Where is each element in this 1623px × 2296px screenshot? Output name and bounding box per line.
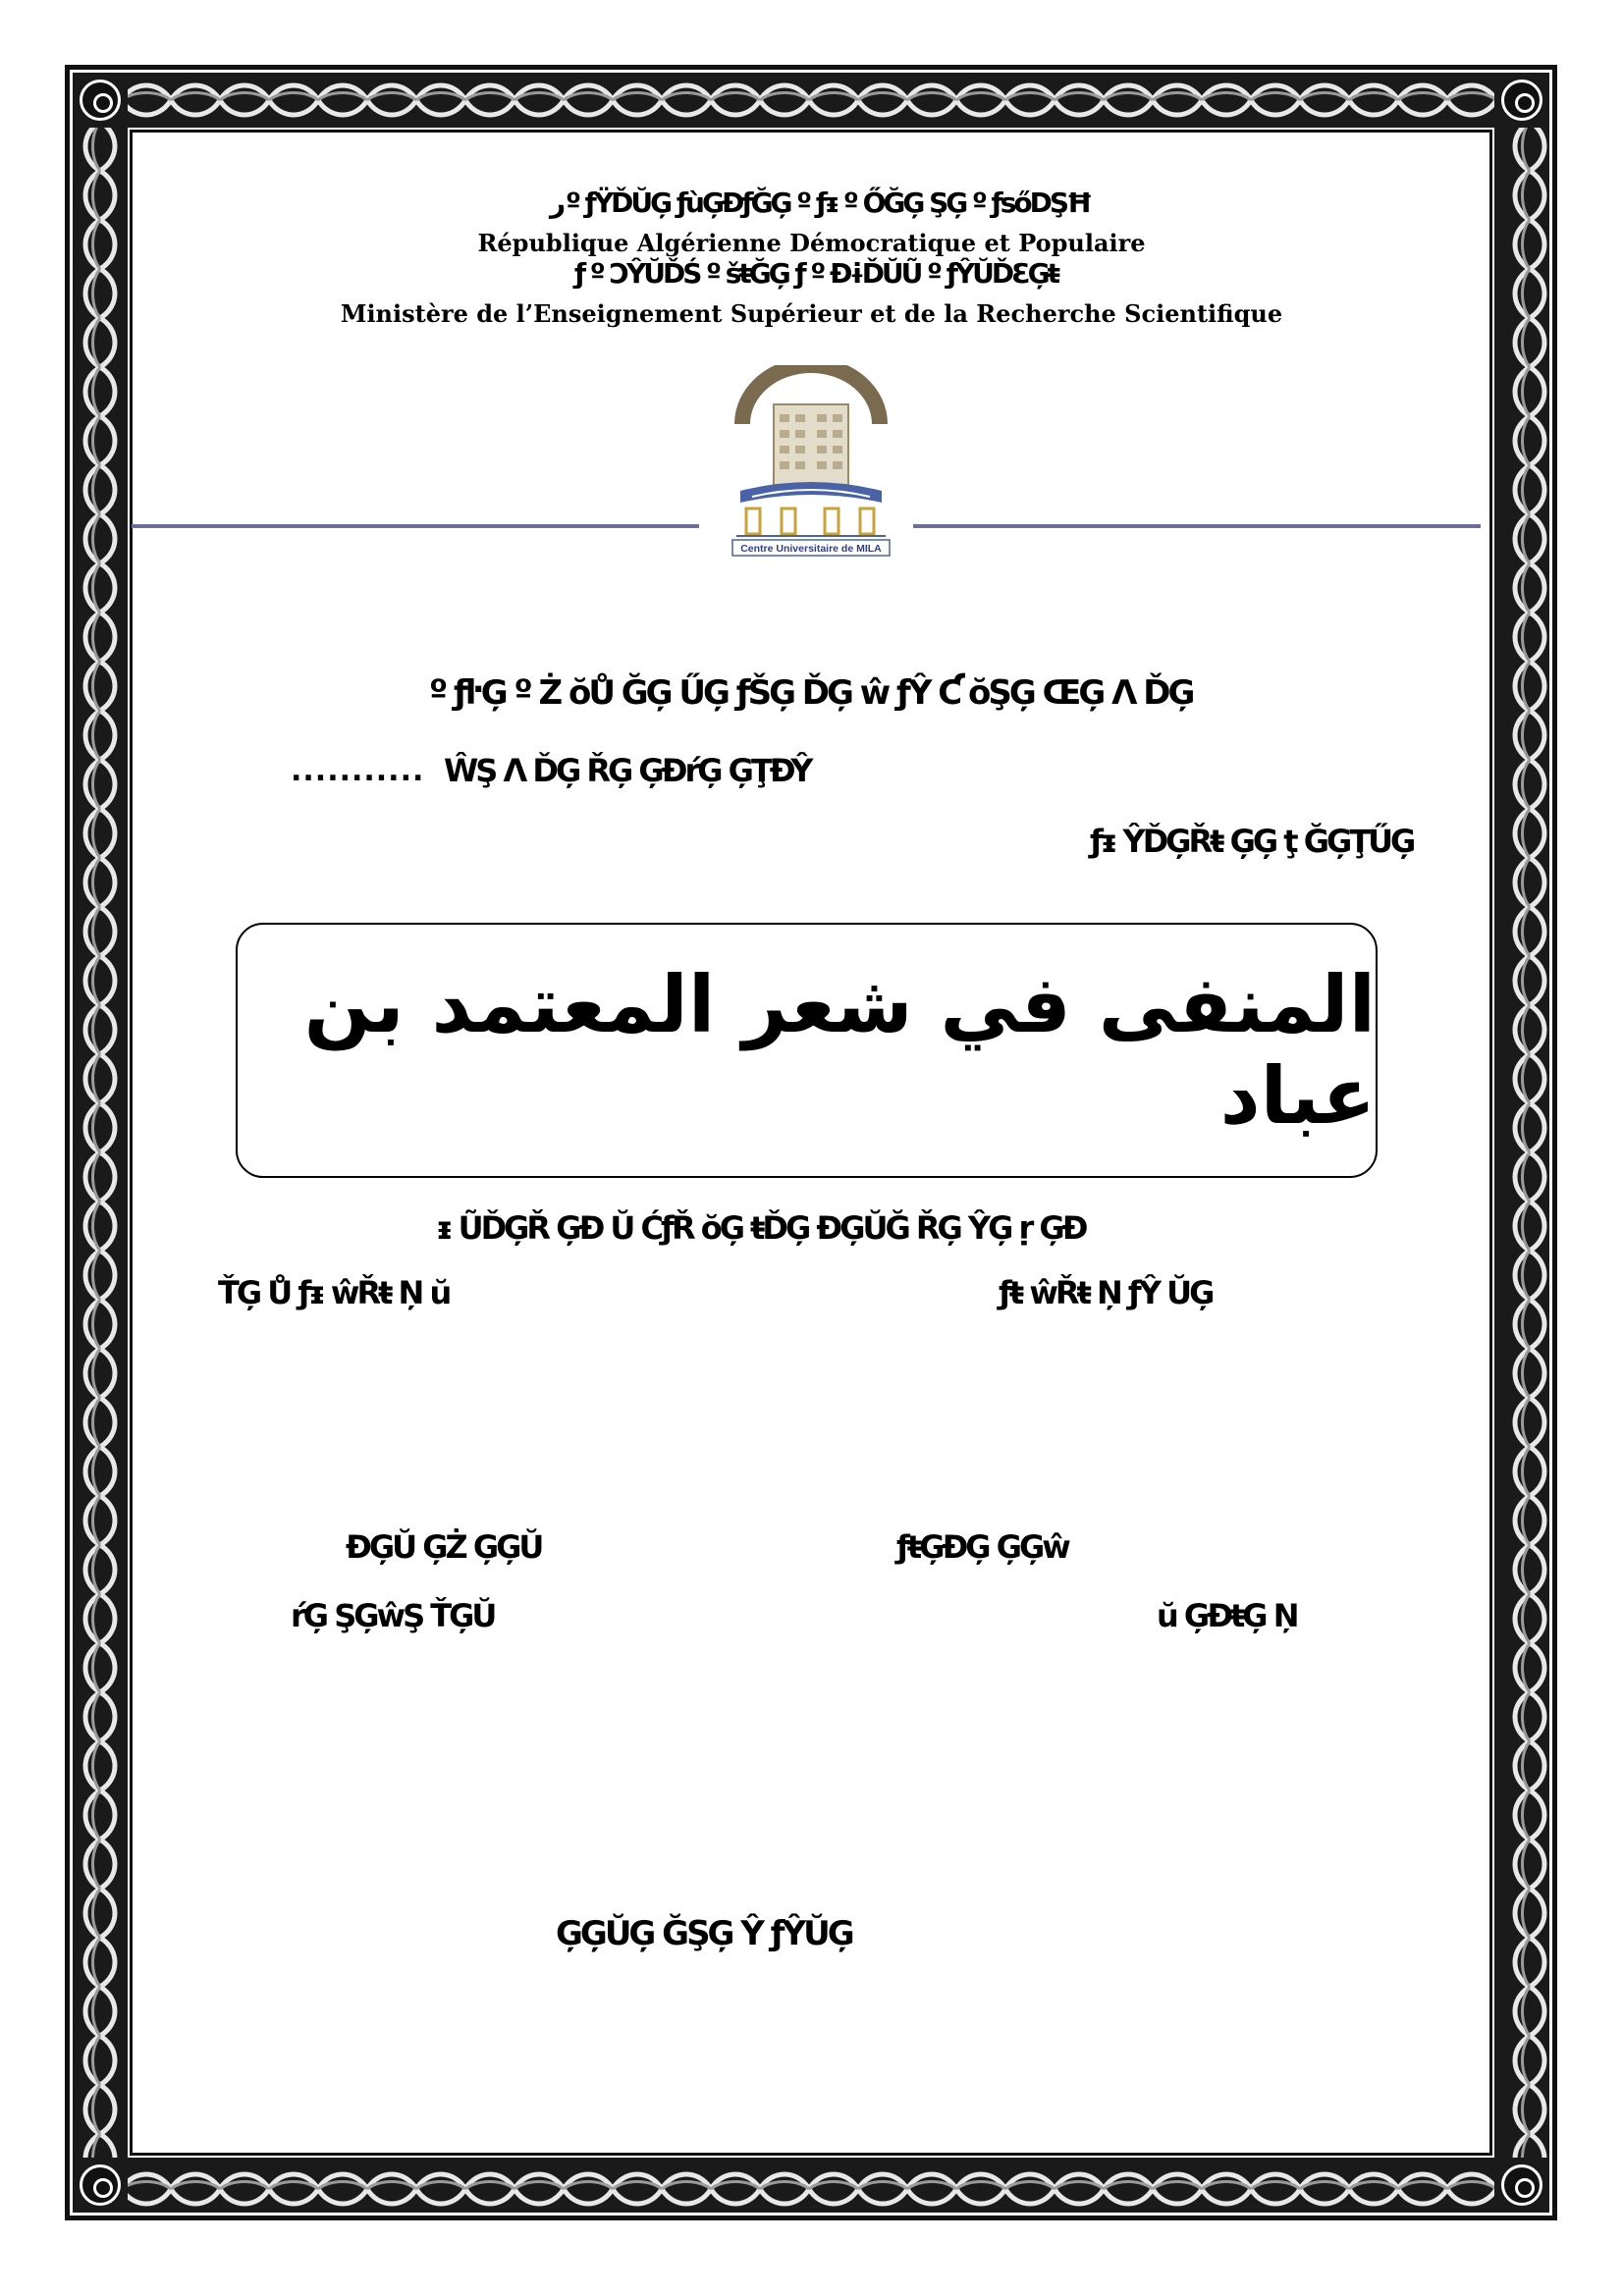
body-line-degree: ᵻ ŨĎĢŘ ĢĐ Ŭ ĆƒŘ ŏĢ ŧĎĢ ĐĢŬĞ ŘĢ ŶĢ ṛ ĢĐ: [436, 1209, 1086, 1247]
frame-corner-ornament: [80, 80, 121, 121]
body-line-department: ŴŞ Ʌ ĎĢ ŘĢ ĢĐŕĢ ĢŢĐŶ: [444, 752, 811, 789]
supervisor-name: ƒŧĢĐĢ ĢĢŵ: [896, 1528, 1068, 1566]
frame-corner-ornament: [80, 2164, 121, 2206]
supervisor-label: ĐĢŬ ĢŻ ĢĢŬ: [346, 1528, 542, 1566]
header-divider-right: [913, 524, 1481, 528]
header-ministry-fr: Ministère de l’Enseignement Supérieur et de la Recherche Scientifique: [340, 299, 1283, 328]
header-arabic-republic: ﺭº ƒŸĎŬĢ ƒùĢĐƒĞĢ º ƒᵻ º ŐĞĢ ŞĢ º ƒsőDŞĦ: [550, 187, 1091, 219]
committee-name: ŭ ĢĐŧĢ Ņ: [1157, 1597, 1297, 1634]
thesis-title-box: [236, 923, 1378, 1178]
header-republic-fr: République Algérienne Démocratique et Populaire: [477, 229, 1146, 257]
prepared-by-label: ŤĢ Ů ƒᵻ ŵŘŧ Ņ ŭ: [218, 1274, 450, 1311]
header-arabic-ministry: ƒ º ƆŶŬĎŚ º šŧĞĢ ƒ º ĐɨĎŬŨ º ƒŶŬĎƐĢŧ: [574, 257, 1057, 290]
frame-corner-ornament: [1501, 2164, 1542, 2206]
university-logo: [723, 365, 899, 558]
committee-label: ŕĢ ŞĢŵŞ ŤĢŬ: [291, 1597, 495, 1634]
body-line-dots: ...........: [291, 754, 425, 788]
header-divider-left: [132, 524, 699, 528]
thesis-title: المنفى في شعر المعتمد بن عباد: [303, 959, 1376, 1142]
prepared-by-name: ƒŧ ŵŘŧ Ņ ƒŶ ŬĢ: [999, 1274, 1213, 1311]
body-line-specialty: ƒᵻ ŶĎĢŘŧ ĢĢ ţ ĞĢŢŰĢ: [1090, 823, 1414, 860]
academic-year: ĢĢŬĢ ĞŞĢ Ŷ ƒŶŬĢ: [556, 1914, 852, 1953]
logo-caption: Centre Universitaire de MILA: [740, 543, 882, 555]
body-line-institute: º ƒŀĢ º Ż ŏŮ ĞĢ ŰĢ ƒŠĢ ĎĢ ŵ ƒŶ Ƈ ŏŞĢ ŒĢ Ʌ ĎĢ: [429, 673, 1193, 713]
frame-corner-ornament: [1501, 80, 1542, 121]
